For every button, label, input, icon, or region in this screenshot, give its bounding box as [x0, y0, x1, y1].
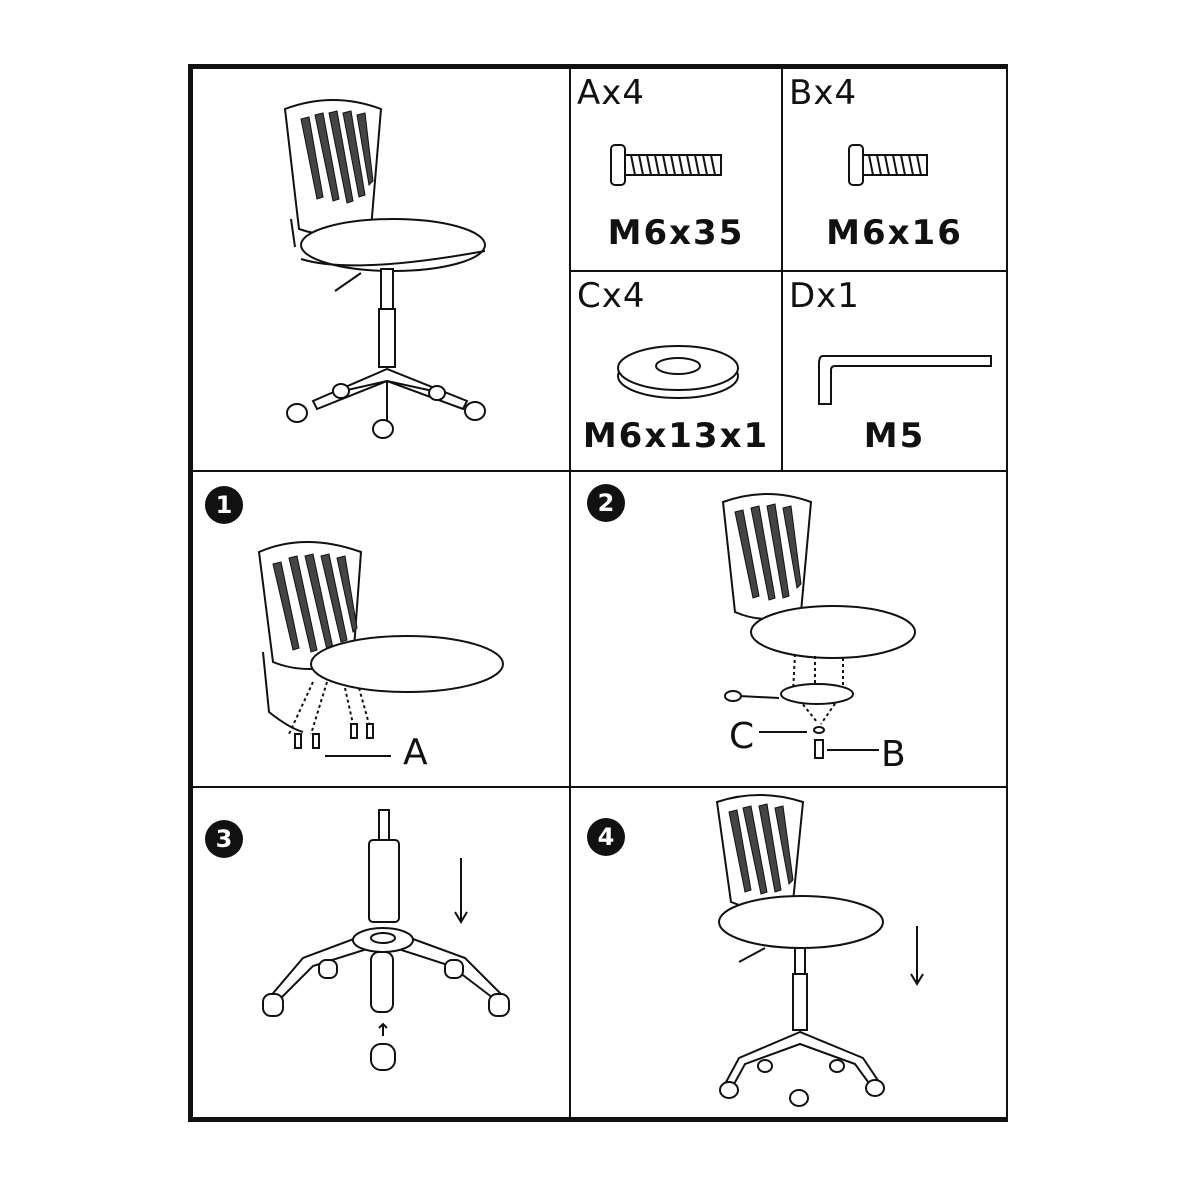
assembled-chair-panel [191, 67, 571, 472]
step-2-illustration [571, 472, 1010, 790]
assembly-instruction-sheet [188, 64, 1008, 1122]
part-a-size: M6x35 [607, 213, 745, 253]
step-4-illustration [571, 788, 1010, 1121]
step-3-badge: 3 [205, 820, 243, 858]
step-2-callout-c: C [729, 716, 755, 757]
part-c-panel [569, 270, 783, 472]
part-a-label: Ax4 [577, 73, 646, 113]
part-a-panel [569, 67, 783, 272]
step-3-panel [191, 786, 571, 1119]
part-d-label: Dx1 [789, 276, 860, 316]
step-1-callout-a: A [403, 732, 428, 773]
part-b-panel [781, 67, 1008, 272]
step-1-badge: 1 [205, 486, 243, 524]
part-b-size: M6x16 [826, 213, 963, 253]
short-screw-icon [847, 141, 937, 189]
step-4-badge: 4 [587, 818, 625, 856]
assembled-chair-illustration [193, 69, 573, 474]
part-c-label: Cx4 [577, 276, 646, 316]
washer-icon [613, 342, 743, 402]
step-4-panel [569, 786, 1008, 1119]
step-2-callout-b: B [881, 734, 906, 775]
step-1-illustration [193, 472, 573, 790]
allen-key-icon [805, 350, 995, 410]
part-d-panel [781, 270, 1008, 472]
long-screw-icon [609, 141, 729, 189]
step-2-panel [569, 470, 1008, 788]
part-c-size: M6x13x1 [582, 416, 770, 456]
step-1-panel [191, 470, 571, 788]
step-3-illustration [193, 788, 573, 1121]
part-d-size: M5 [863, 416, 926, 456]
step-2-badge: 2 [587, 484, 625, 522]
part-b-label: Bx4 [789, 73, 858, 113]
